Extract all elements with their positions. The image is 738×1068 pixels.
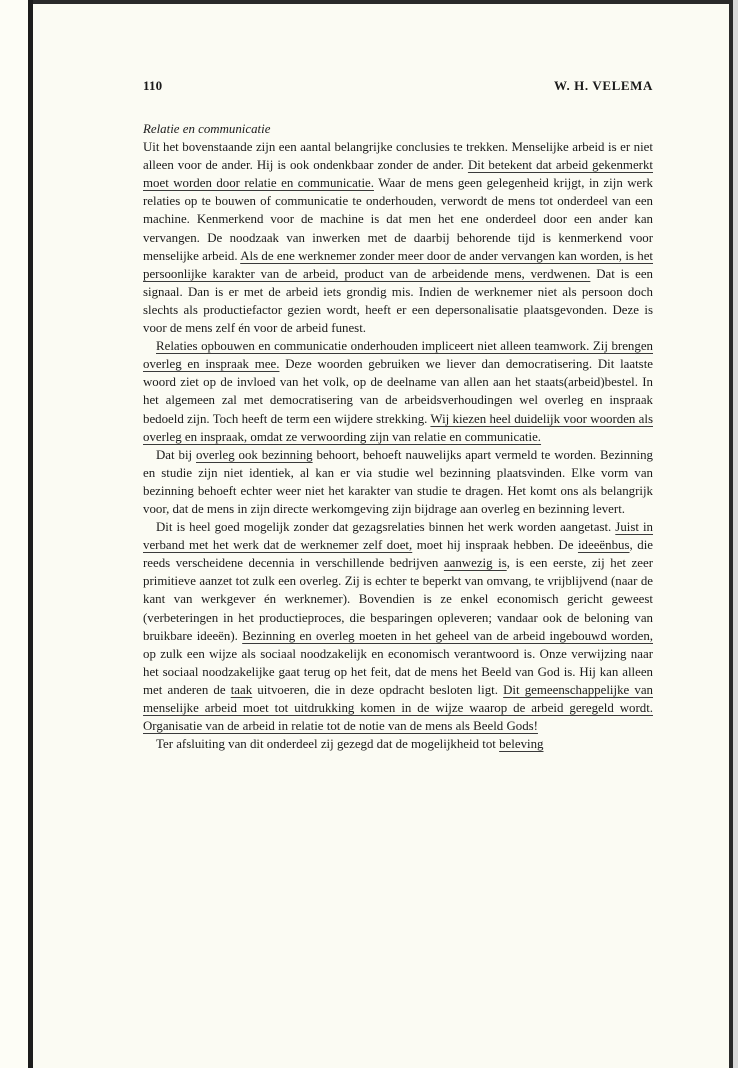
underlined-passage: overleg ook bezinning — [196, 447, 313, 462]
paragraph — [143, 337, 653, 446]
text-run: Ter afsluiting van dit onderdeel zij gezegd dat de mogelijkheid tot — [156, 737, 500, 752]
underlined-passage: Juist in verband met het werk dat de werknemer zelf doet, — [143, 520, 653, 553]
paragraph — [143, 138, 653, 337]
text-run: op zulk een wijze als sociaal noodzakelijk en economisch verantwoord is. Onze verwijzing naar het sociaal noodzakelijke gaat terug op het feit, dat de mens het Beeld van God is. Hij kan alleen met anderen de — [143, 646, 653, 697]
underlined-passage: beleving — [499, 737, 544, 752]
underlined-passage: taak — [230, 682, 253, 697]
scan-edge-left — [28, 0, 33, 1068]
text-run: Waar de mens geen gelegenheid krijgt, in zijn werk relaties op te bouwen of communicatie te onderhouden, verwordt de mens tot onderdeel van een machine. Kenmerkend voor de machine is dat men het ene onderdeel door een ander kan vervangen. De noodzaak van inwerken met de daarbij behorende tijd is kenmerkend voor menselijke arbeid. — [143, 176, 653, 263]
paragraph — [143, 735, 653, 753]
text-run: Uit het bovenstaande zijn een aantal belangrijke conclusies te trekken. Menselijke arbeid is er niet alleen voor de ander. Hij is ook ondenkbaar zonder de ander. — [143, 140, 653, 173]
underlined-passage: aanwezig is — [443, 556, 507, 571]
text-run: Dit is heel goed mogelijk zonder dat gezagsrelaties binnen het werk worden aangetast. — [156, 520, 616, 535]
body-text — [143, 120, 653, 753]
paragraph — [143, 446, 653, 518]
text-run: , die reeds verscheidene decennia in verschillende bedrijven — [143, 538, 653, 571]
underlined-passage: Bezinning en overleg moeten in het geheel van de arbeid ingebouwd worden, — [242, 628, 653, 643]
underlined-passage: Wij kiezen heel duidelijk voor woorden als overleg en inspraak, omdat ze verwoording zijn van relatie en communicatie. — [143, 411, 653, 444]
underlined-passage: Dit betekent dat arbeid gekenmerkt moet worden door relatie en communicatie. — [143, 158, 653, 191]
text-run: behoort, behoeft nauwelijks apart vermeld te worden. Bezinning en studie zijn niet identiek, al kan er via studie wel bezinning plaatsvinden. Elke vorm van bezinning behoeft echter weer niet het karakter van studie te dragen. Het komt ons als belangrijk voor, dat de mens in zijn directe werkomgeving zijn bijdrage aan overleg en bezinning levert. — [143, 447, 653, 516]
underlined-passage: ideeënbus — [577, 538, 630, 553]
page-number: 110 — [143, 78, 163, 93]
scan-edge-shadow — [733, 0, 738, 1068]
text-run: Dat bij — [156, 447, 196, 462]
section-heading: Relatie en communicatie — [143, 122, 271, 136]
scan-edge-top — [28, 0, 732, 4]
paragraph — [143, 518, 653, 735]
running-head-author: W. H. VELEMA — [554, 78, 653, 93]
text-run: uitvoeren, die in deze opdracht besloten ligt. — [252, 682, 504, 697]
text-run: , is een eerste, zij het zeer primitieve aanzet tot zulk een overleg. Zij is echter te beperkt van omvang, te vrijblijvend (naar de kant van werkgever én werknemer). Bovendien is ze enkel economisch gericht geweest (verbeteringen in het productieproces, die besparingen opleveren; vandaar ook de beloning van bruikbare ideeën). — [143, 556, 653, 643]
text-run: moet hij inspraak hebben. De — [412, 538, 578, 553]
underlined-passage: Als de ene werknemer zonder meer door de ander vervangen kan worden, is het persoonlijke karakter van de arbeid, product van de arbeidende mens, verdwenen. — [143, 248, 653, 281]
underlined-passage: Relaties opbouwen en communicatie onderhouden impliceert niet alleen teamwork. Zij brengen overleg en inspraak mee. — [143, 339, 653, 372]
text-run: Dat is een signaal. Dan is er met de arbeid iets grondig mis. Indien de werknemer niet als persoon doch slechts als productiefactor gezien wordt, heeft er een depersonalisatie plaatsgevonden. Deze is voor de mens zelf én voor de arbeid funest. — [143, 266, 653, 336]
text-run: Deze woorden gebruiken we liever dan democratisering. Dit laatste woord ziet op de invloed van het volk, op de deelname van allen aan het staats(arbeid)bestel. In het algemeen zal met democratisering van de arbeidsverhoudingen wel overleg en inspraak bedoeld zijn. Toch heeft de term een wijdere strekking. — [143, 357, 653, 426]
underlined-passage: Dit gemeenschappelijke van menselijke arbeid moet tot uitdrukking komen in de wijze waarop de arbeid geregeld wordt. Organisatie van de arbeid in relatie tot de notie van de mens als Beeld Gods! — [143, 682, 653, 734]
